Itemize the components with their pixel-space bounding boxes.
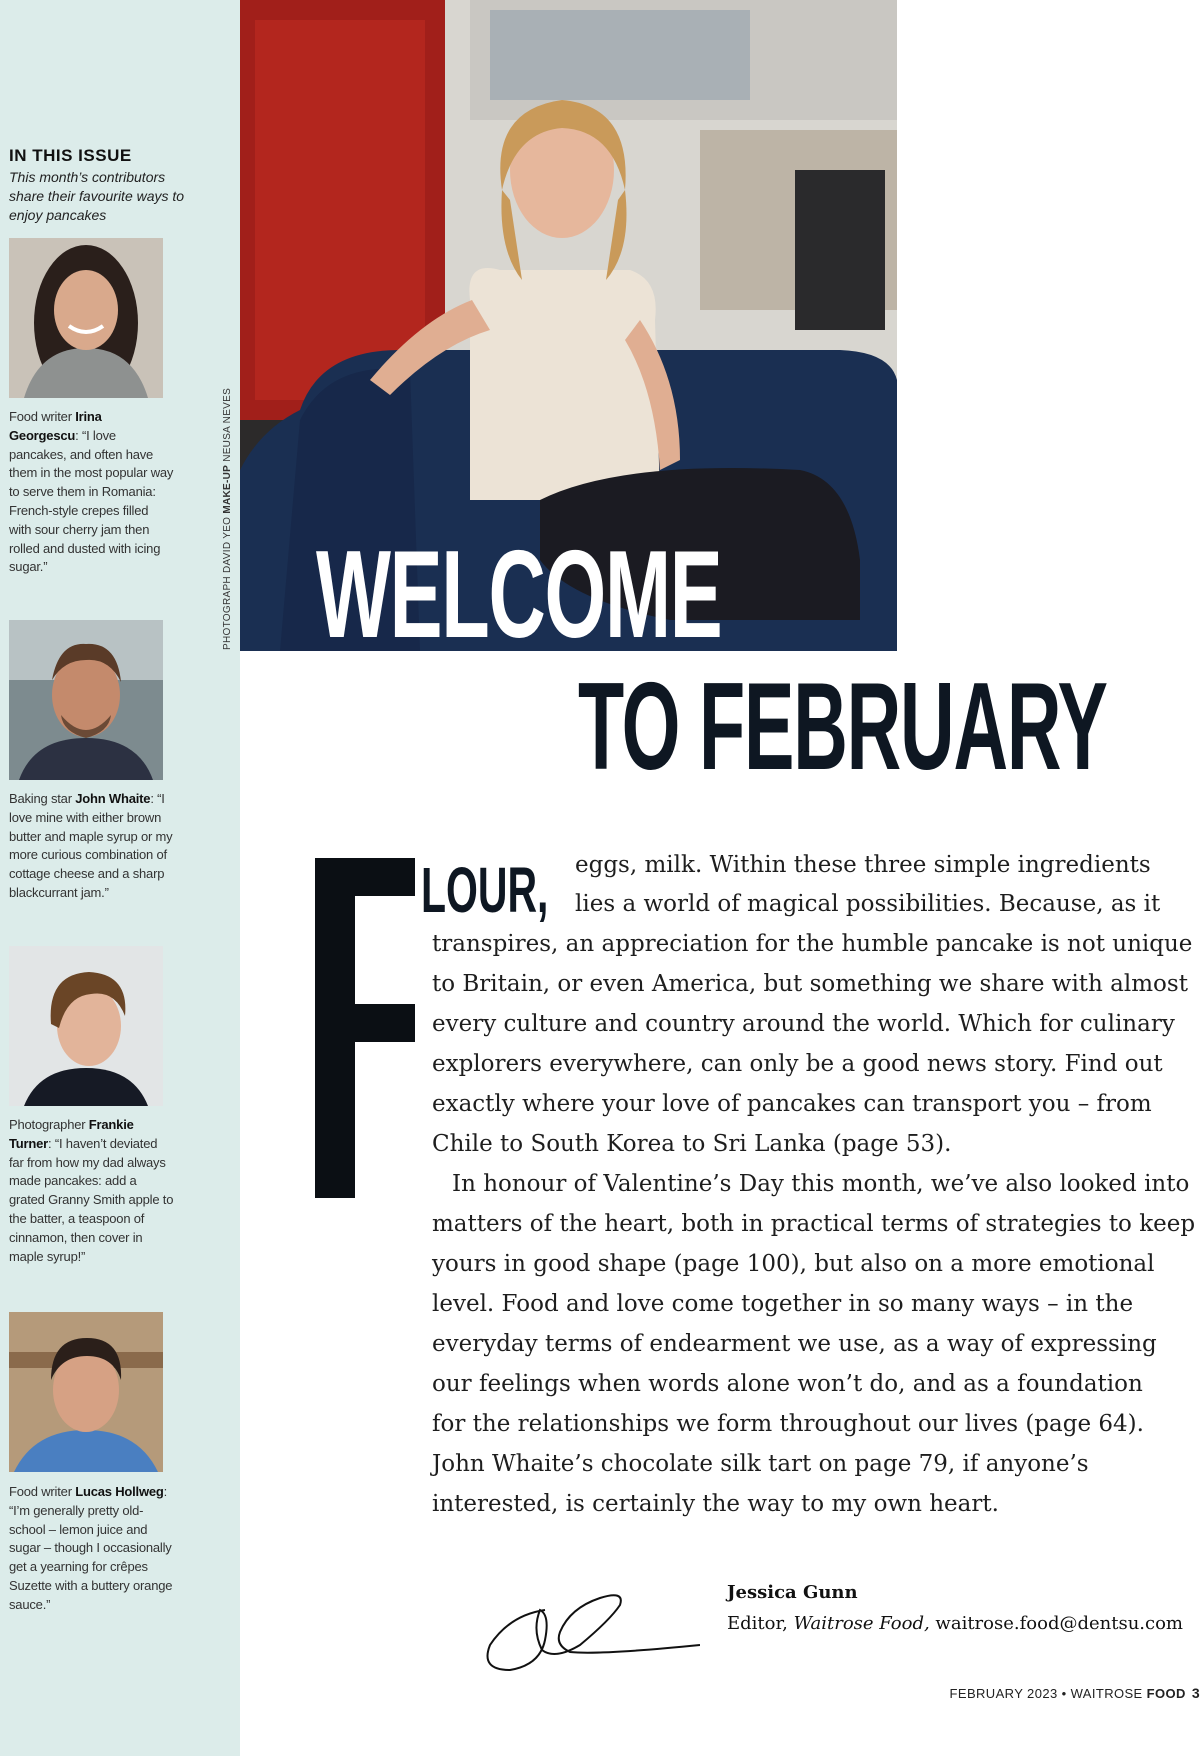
headline-line-1: WELCOME xyxy=(316,526,722,664)
contributor-quote-lucas: Food writer Lucas Hollweg: “I’m generally pretty old-school – lemon juice and sugar – though I occasionally get a yearning for crêpes Suzette with a buttery orange sauce.” xyxy=(9,1484,173,1612)
body-line: yours in good shape (page 100), but also on a more emotional xyxy=(432,1251,1155,1277)
body-line: matters of the heart, both in practical terms of strategies to keep xyxy=(432,1211,1196,1237)
body-line: Chile to South Korea to Sri Lanka (page 53). xyxy=(432,1131,952,1157)
body-line: John Whaite’s chocolate silk tart on page 79, if anyone’s xyxy=(432,1451,1089,1477)
body-line: level. Food and love come together in so many ways – in the xyxy=(432,1291,1134,1317)
body-line: lies a world of magical possibilities. Because, as it xyxy=(575,891,1161,917)
editor-role: Editor, Waitrose Food, waitrose.food@dentsu.com xyxy=(727,1613,1184,1634)
lead-word: LOUR, xyxy=(421,854,549,926)
contributor-photo-irina xyxy=(9,238,163,398)
body-line: for the relationships we form throughout our lives (page 64). xyxy=(432,1411,1144,1437)
body-line: everyday terms of endearment we use, as a way of expressing xyxy=(432,1331,1157,1357)
contributor-quote-frankie: Photographer Frankie Turner: “I haven’t deviated far from how my dad always made pancakes: add a grated Granny Smith apple to the batter, a teaspoon of cinnamon, then cover in maple syrup!” xyxy=(9,1117,174,1264)
contributor-quote-irina: Food writer Irina Georgescu: “I love pancakes, and often have them in the most popular way to serve them in Romania: French-style crepes filled with sour cherry jam then rolled and dusted with icing sugar.” xyxy=(9,409,174,575)
editor-name: Jessica Gunn xyxy=(727,1582,858,1603)
body-line: every culture and country around the world. Which for culinary xyxy=(432,1011,1175,1037)
headline-line-2: TO FEBRUARY xyxy=(578,658,1107,796)
body-line: In honour of Valentine’s Day this month, we’ve also looked into xyxy=(452,1171,1190,1197)
body-line: eggs, milk. Within these three simple ingredients xyxy=(575,852,1151,878)
editor-signature xyxy=(470,1570,700,1680)
photo-credit: PHOTOGRAPH DAVID YEO MAKE-UP NEUSA NEVES xyxy=(222,387,233,650)
body-line: explorers everywhere, can only be a good news story. Find out xyxy=(432,1051,1163,1077)
contributor-photo-frankie xyxy=(9,946,163,1106)
drop-cap-f xyxy=(315,858,415,1198)
sidebar-intro: This month’s contributors share their favourite ways to enjoy pancakes xyxy=(9,169,185,223)
body-line: interested, is certainly the way to my own heart. xyxy=(432,1491,999,1517)
body-line: our feelings when words alone won’t do, and as a foundation xyxy=(432,1371,1143,1397)
contributor-photo-john xyxy=(9,620,163,780)
body-line: to Britain, or even America, but something we share with almost xyxy=(432,971,1188,997)
page-folio: FEBRUARY 2023 • WAITROSE FOOD 3 xyxy=(949,1685,1200,1701)
body-line: transpires, an appreciation for the humble pancake is not unique xyxy=(432,931,1193,957)
contributor-quote-john: Baking star John Whaite: “I love mine with either brown butter and maple syrup or my more curious combination of cottage cheese and a sharp blackcurrant jam.” xyxy=(9,791,173,900)
editor-email[interactable]: waitrose.food@dentsu.com xyxy=(929,1613,1184,1634)
body-line: exactly where your love of pancakes can transport you – from xyxy=(432,1091,1152,1117)
page-number: 3 xyxy=(1191,1685,1200,1701)
sidebar-heading: IN THIS ISSUE xyxy=(9,146,132,165)
contributor-photo-lucas xyxy=(9,1312,163,1472)
